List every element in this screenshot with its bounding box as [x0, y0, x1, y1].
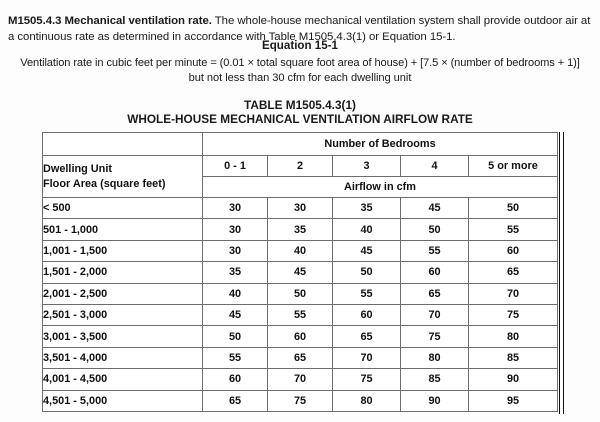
- header-dwelling-unit-floor-area: [43, 156, 203, 198]
- cell-airflow-cfm: 50: [203, 326, 268, 347]
- table-right-double-rule: [559, 132, 564, 414]
- cell-airflow-cfm: 95: [469, 390, 558, 411]
- table-head: [43, 133, 558, 198]
- cell-airflow-cfm: 45: [268, 262, 333, 283]
- cell-airflow-cfm: 65: [203, 390, 268, 411]
- table-row: [43, 390, 558, 411]
- ventilation-table-container: [42, 132, 557, 412]
- cell-airflow-cfm: 35: [268, 219, 333, 240]
- cell-airflow-cfm: 65: [401, 283, 469, 304]
- header-dwelling-unit-line1: Dwelling Unit: [43, 162, 112, 175]
- table-header-row-columns: [43, 156, 558, 177]
- cell-airflow-cfm: 75: [401, 326, 469, 347]
- header-corner-blank: [43, 133, 203, 156]
- cell-airflow-cfm: 90: [469, 369, 558, 390]
- row-floor-area-label: 3,501 - 4,000: [43, 347, 203, 368]
- cell-airflow-cfm: 80: [469, 326, 558, 347]
- cell-airflow-cfm: 60: [469, 240, 558, 261]
- table-caption-title: WHOLE-HOUSE MECHANICAL VENTILATION AIRFLOW RATE: [127, 112, 473, 126]
- section-number-title: M1505.4.3 Mechanical ventilation rate.: [8, 15, 212, 28]
- header-bedrooms-5-or-more: 5 or more: [469, 156, 558, 177]
- cell-airflow-cfm: 70: [401, 304, 469, 325]
- row-floor-area-label: 2,001 - 2,500: [43, 283, 203, 304]
- row-floor-area-label: < 500: [43, 198, 203, 219]
- row-floor-area-label: 1,001 - 1,500: [43, 240, 203, 261]
- cell-airflow-cfm: 45: [401, 198, 469, 219]
- header-bedrooms-0-1: 0 - 1: [203, 156, 268, 177]
- cell-airflow-cfm: 75: [268, 390, 333, 411]
- cell-airflow-cfm: 30: [268, 198, 333, 219]
- cell-airflow-cfm: 55: [203, 347, 268, 368]
- cell-airflow-cfm: 55: [268, 304, 333, 325]
- header-airflow-in-cfm: Airflow in cfm: [203, 177, 558, 198]
- equation-line-2: but not less than 30 cfm for each dwelling unit: [188, 72, 412, 84]
- row-floor-area-label: 1,501 - 2,000: [43, 262, 203, 283]
- table-row: [43, 326, 558, 347]
- cell-airflow-cfm: 65: [268, 347, 333, 368]
- header-bedrooms-3: 3: [333, 156, 401, 177]
- table-row: [43, 369, 558, 390]
- section-body-text: The whole-house mechanical ventilation system shall provide outdoor air at a continuous rate as determined in accordance with Table M1505.4.3(1) or Equation 15-1.: [8, 15, 591, 43]
- table-header-row-group: [43, 133, 558, 156]
- equation-line-1: Ventilation rate in cubic feet per minute = (0.01 × total square foot area of house) + [7.5 × (number of bedrooms + 1)]: [20, 57, 580, 69]
- table-body: [43, 198, 558, 412]
- cell-airflow-cfm: 60: [333, 304, 401, 325]
- table-row: [43, 347, 558, 368]
- cell-airflow-cfm: 85: [469, 347, 558, 368]
- cell-airflow-cfm: 55: [401, 240, 469, 261]
- cell-airflow-cfm: 30: [203, 198, 268, 219]
- cell-airflow-cfm: 45: [333, 240, 401, 261]
- cell-airflow-cfm: 55: [469, 219, 558, 240]
- cell-airflow-cfm: 45: [203, 304, 268, 325]
- table-row: [43, 262, 558, 283]
- cell-airflow-cfm: 75: [333, 369, 401, 390]
- row-floor-area-label: 3,001 - 3,500: [43, 326, 203, 347]
- equation-title: Equation 15-1: [261, 39, 339, 52]
- cell-airflow-cfm: 35: [333, 198, 401, 219]
- table-row: [43, 283, 558, 304]
- table-row: [43, 219, 558, 240]
- ventilation-airflow-table: [42, 132, 558, 412]
- cell-airflow-cfm: 50: [469, 198, 558, 219]
- cell-airflow-cfm: 75: [469, 304, 558, 325]
- row-floor-area-label: 4,501 - 5,000: [43, 390, 203, 411]
- cell-airflow-cfm: 60: [203, 369, 268, 390]
- header-dwelling-unit-line2: Floor Area (square feet): [43, 177, 166, 190]
- table-row: [43, 304, 558, 325]
- row-floor-area-label: 2,501 - 3,000: [43, 304, 203, 325]
- table-row: [43, 198, 558, 219]
- cell-airflow-cfm: 55: [333, 283, 401, 304]
- cell-airflow-cfm: 30: [203, 240, 268, 261]
- cell-airflow-cfm: 70: [469, 283, 558, 304]
- cell-airflow-cfm: 90: [401, 390, 469, 411]
- row-floor-area-label: 501 - 1,000: [43, 219, 203, 240]
- cell-airflow-cfm: 50: [401, 219, 469, 240]
- cell-airflow-cfm: 50: [333, 262, 401, 283]
- cell-airflow-cfm: 50: [268, 283, 333, 304]
- table-row: [43, 240, 558, 261]
- cell-airflow-cfm: 35: [203, 262, 268, 283]
- row-floor-area-label: 4,001 - 4,500: [43, 369, 203, 390]
- cell-airflow-cfm: 70: [333, 347, 401, 368]
- cell-airflow-cfm: 60: [401, 262, 469, 283]
- cell-airflow-cfm: 40: [268, 240, 333, 261]
- header-bedrooms-2: 2: [268, 156, 333, 177]
- cell-airflow-cfm: 65: [333, 326, 401, 347]
- cell-airflow-cfm: 85: [401, 369, 469, 390]
- cell-airflow-cfm: 40: [203, 283, 268, 304]
- cell-airflow-cfm: 70: [268, 369, 333, 390]
- header-bedrooms-4: 4: [401, 156, 469, 177]
- cell-airflow-cfm: 30: [203, 219, 268, 240]
- table-caption-number: TABLE M1505.4.3(1): [244, 98, 356, 112]
- header-number-of-bedrooms: Number of Bedrooms: [203, 133, 558, 156]
- cell-airflow-cfm: 60: [268, 326, 333, 347]
- cell-airflow-cfm: 65: [469, 262, 558, 283]
- cell-airflow-cfm: 80: [333, 390, 401, 411]
- cell-airflow-cfm: 40: [333, 219, 401, 240]
- cell-airflow-cfm: 80: [401, 347, 469, 368]
